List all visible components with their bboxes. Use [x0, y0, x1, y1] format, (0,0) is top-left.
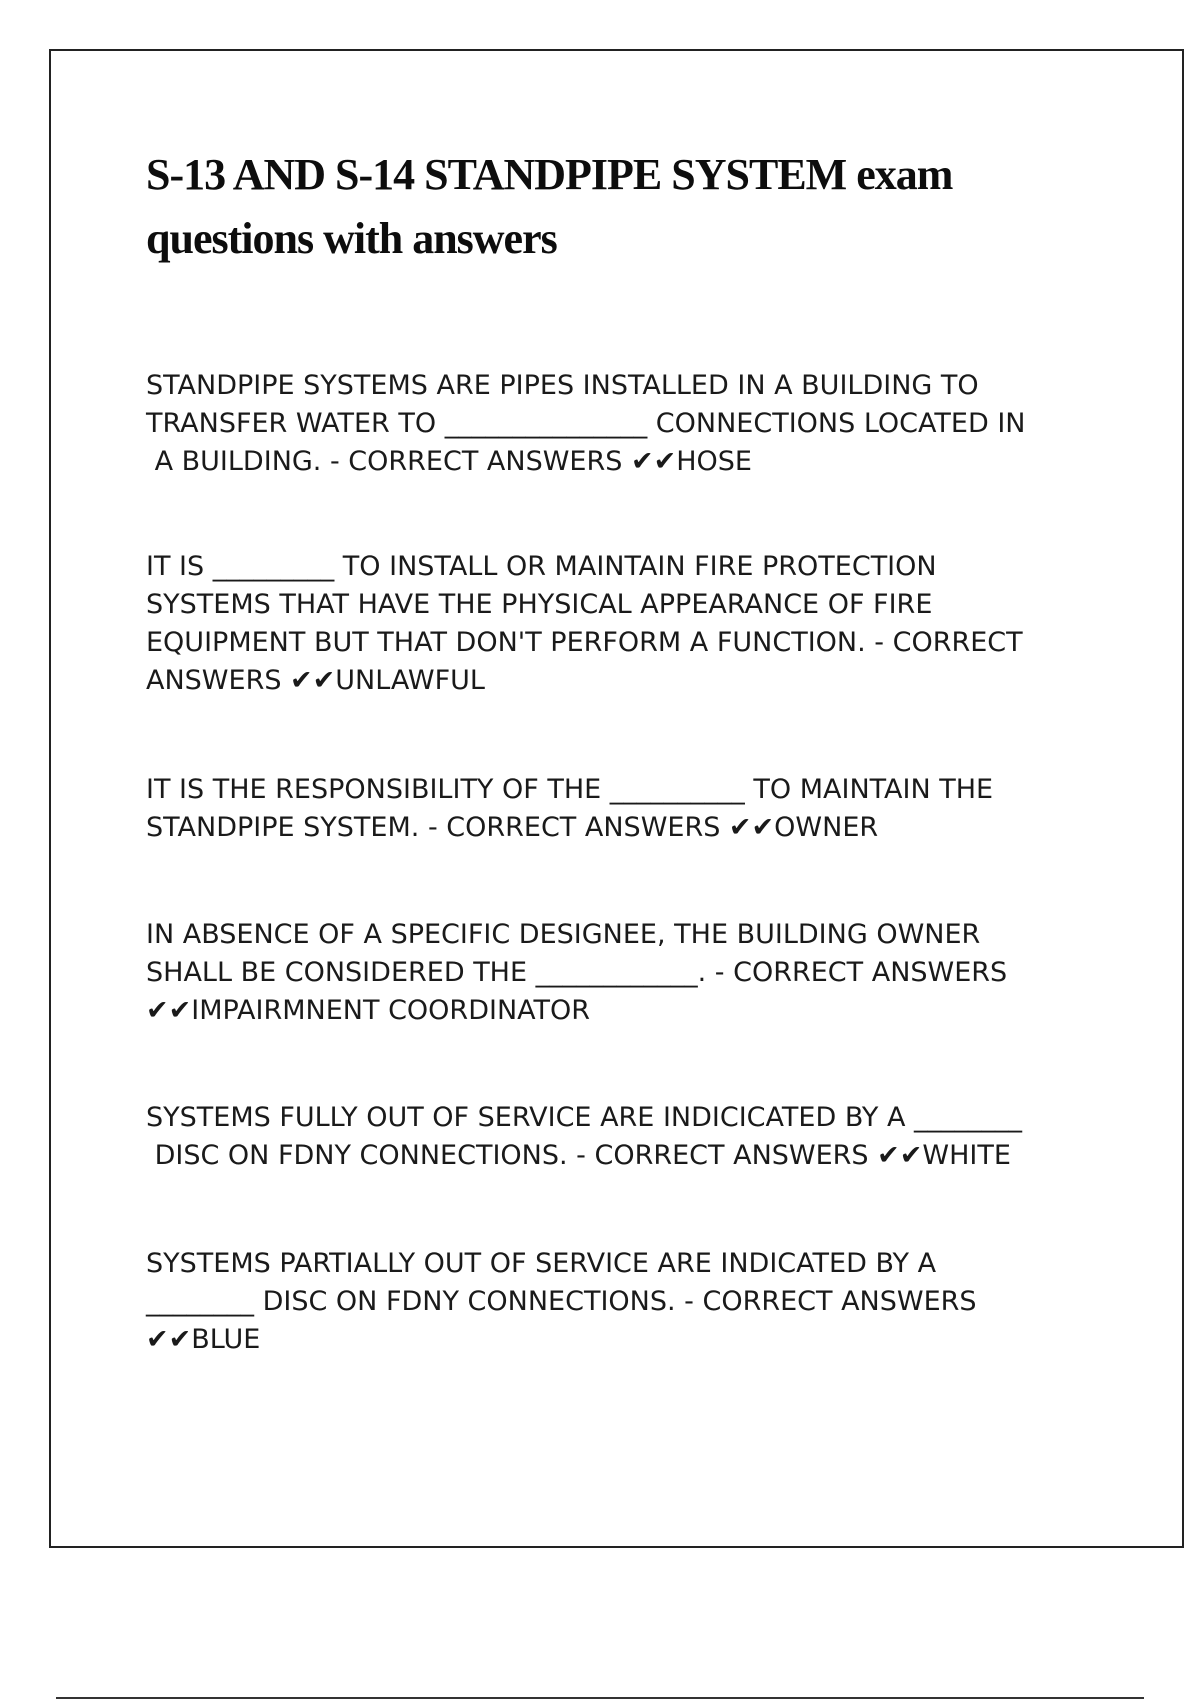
qa-item: IT IS _________ TO INSTALL OR MAINTAIN FIRE PROTECTION SYSTEMS THAT HAVE THE PHYSICAL APPEARANCE OF FIRE EQUIPMENT BUT THAT DON'T PERFORM A FUNCTION. - CORRECT ANSWERS ✔✔UNLAWFUL [146, 551, 1023, 696]
qa-item: STANDPIPE SYSTEMS ARE PIPES INSTALLED IN A BUILDING TO TRANSFER WATER TO _______________ CONNECTIONS LOCATED IN A BUILDING. - CORRECT ANSWERS ✔✔HOSE [146, 370, 1026, 477]
qa-item: SYSTEMS FULLY OUT OF SERVICE ARE INDICICATED BY A ________ DISC ON FDNY CONNECTIONS. - CORRECT ANSWERS ✔✔WHITE [146, 1102, 1022, 1171]
footer-divider [56, 1697, 1144, 1699]
qa-item: SYSTEMS PARTIALLY OUT OF SERVICE ARE INDICATED BY A ________ DISC ON FDNY CONNECTIONS. - CORRECT ANSWERS ✔✔BLUE [146, 1248, 977, 1355]
document-title: S-13 AND S-14 STANDPIPE SYSTEM exam questions with answers [146, 150, 953, 263]
qa-item: IN ABSENCE OF A SPECIFIC DESIGNEE, THE BUILDING OWNER SHALL BE CONSIDERED THE ____________. - CORRECT ANSWERS ✔✔IMPAIRMNENT COORDINATOR [146, 919, 1008, 1026]
qa-item: IT IS THE RESPONSIBILITY OF THE __________ TO MAINTAIN THE STANDPIPE SYSTEM. - CORRECT ANSWERS ✔✔OWNER [146, 774, 994, 843]
